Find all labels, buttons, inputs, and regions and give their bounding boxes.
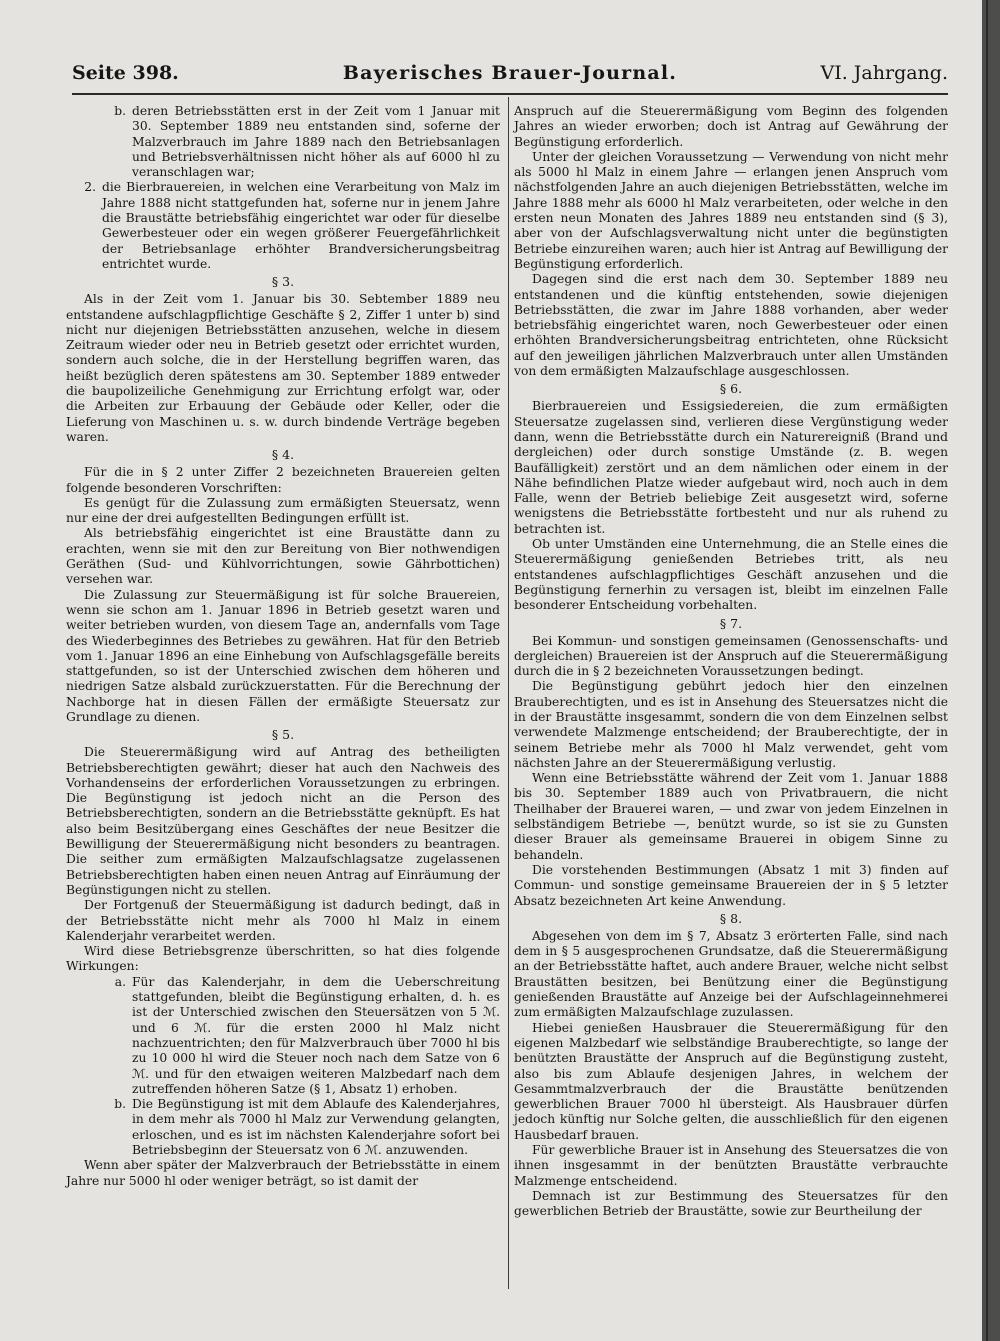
journal-title: Bayerisches Brauer-Journal. [342, 62, 678, 84]
paragraph: Für gewerbliche Brauer ist in Ansehung des Steuersatzes die von ihnen insgesammt in der benützten Braustätte verbrauchte Malzmenge entscheidend. [514, 1143, 948, 1188]
volume-year: VI. Jahrgang. [820, 62, 948, 84]
left-column [66, 104, 500, 1189]
paragraph: Die Begünstigung gebührt jedoch hier den einzelnen Brauberechtigten, und es ist in Ansehung des Steuersatzes nicht die in der Braustätte insgesammt, sondern die von dem Einzelnen selbst verwendete Malzmenge entscheidend; der Brauberechtigte, der in seinem Betriebe mehr als 7000 hl Malz verwendet, geht vom nächsten Jahre an der Steuerermäßigung verlustig. [514, 679, 948, 770]
scan-edge [982, 0, 1000, 1341]
paragraph: Demnach ist zur Bestimmung des Steuersatzes für den gewerblichen Betrieb der Braustätte, sowie zur Beurtheilung der [514, 1188, 948, 1219]
paragraph: Ob unter Umständen eine Unternehmung, die an Stelle eines die Steuerermäßigung genießenden Betriebes tritt, als neu entstandenes aufschlagpflichtiges Geschäft anzusehen und die Begünstigung fernerhin zu versagen ist, bleibt im einzelnen Falle besonderer Entscheidung vorbehalten. [514, 537, 948, 613]
list-item [100, 975, 500, 1097]
section-heading: § 3. [271, 274, 295, 290]
paragraph: Wird diese Betriebsgrenze überschritten, so hat dies folgende Wirkungen: [66, 944, 500, 974]
paragraph: Als betriebsfähig eingerichtet ist eine Braustätte dann zu erachten, wenn sie mit den zur Bereitung von Bier nothwendigen Geräthen (Sud- und Kühlvorrichtungen, sowie Gährbottichen) versehen war. [66, 526, 500, 587]
list-item-label: b. [114, 1097, 126, 1112]
paragraph: Bei Kommun- und sonstigen gemeinsamen (Genossenschafts- und dergleichen) Brauereien ist der Anspruch auf die Steuerermäßigung durch die in § 2 bezeichneten Voraussetzungen bedingt. [514, 633, 948, 679]
list-item-label: b. [114, 104, 126, 118]
paragraph: Es genügt für die Zulassung zum ermäßigten Steuersatz, wenn nur eine der drei aufgestellten Bedingungen erfüllt ist. [66, 495, 500, 526]
paragraph: Dagegen sind die erst nach dem 30. September 1889 neu entstandenen und die künftig entstehenden, sowie diejenigen Betriebsstätten, die zwar im Jahre 1888 vorhanden, aber weder betriebsfähig eingerichtet waren, noch Gewerbesteuer oder einen erhöhten Brandversicherungsbeitrag entrichteten, ohne Rücksicht auf den jeweiligen jährlichen Malzverbrauch unter allen Umständen von dem ermäßigten Malzaufschlage ausgeschlossen. [514, 272, 948, 379]
paragraph: Wenn eine Betriebsstätte während der Zeit vom 1. Januar 1888 bis 30. September 1889 auch von Privatbrauern, die nicht Theilhaber der Brauerei waren, — und zwar von jedem Einzelnen in selbständigem Betriebe —, benützt wurde, so ist sie zu Gunsten dieser Brauer als gemeinsame Brauerei in obigem Sinne zu behandeln. [514, 771, 948, 862]
paragraph: Für die in § 2 unter Ziffer 2 bezeichneten Brauereien gelten folgende besonderen Vorschriften: [66, 465, 500, 495]
paragraph: Die Steuerermäßigung wird auf Antrag des betheiligten Betriebsberechtigten gewährt; dieser hat auch den Nachweis des Vorhandenseins der erforderlichen Voraussetzungen zu erbringen. Die Begünstigung ist jedoch nicht an die Person des Betriebsberechtigten, sondern an die Betriebsstätte geknüpft. Es hat also beim Besitzübergang eines Geschäftes der neue Besitzer die Bewilligung der Steuerermäßigung nicht besonders zu beantragen. Die seither zum ermäßigten Malzaufschlagsatze zugelassenen Betriebsberechtigten haben einen neuen Antrag auf Einräumung der Begünstigungen nicht zu stellen. [66, 745, 500, 897]
paragraph: Der Fortgenuß der Steuermäßigung ist dadurch bedingt, daß in der Betriebsstätte nicht mehr als 7000 hl Malz in einem Kalenderjahr verarbeitet werden. [66, 898, 500, 943]
list-item-label: 2. [84, 180, 96, 195]
list-item [66, 180, 500, 272]
section-heading: § 6. [719, 381, 743, 397]
paragraph: Unter der gleichen Voraussetzung — Verwendung von nicht mehr als 5000 hl Malz in einem Jahre — erlangen jenen Anspruch vom nächstfolgenden Jahre an auch diejenigen Betriebsstätten, welche im Jahre 1888 mehr als 6000 hl Malz verarbeiteten, oder welche in den ersten neun Monaten des Jahres 1889 neu entstanden sind (§ 3), aber von der Aufschlagsverwaltung nicht unter die begünstigten Betriebe einzureihen waren; auch hier ist Antrag auf Bewilligung der Begünstigung erforderlich. [514, 149, 948, 271]
header-rule [72, 93, 948, 95]
list-item-text: deren Betriebsstätten erst in der Zeit vom 1 Januar mit 30. September 1889 neu entstanden sind, soferne der Malzverbrauch im Jahre 1889 nach den Betriebsanlagen und Betriebsverhältnissen nicht höher als auf 6000 hl zu veranschlagen war; [132, 104, 500, 180]
section-heading: § 8. [719, 910, 743, 926]
paragraph: Wenn aber später der Malzverbrauch der Betriebsstätte in einem Jahre nur 5000 hl oder weniger beträgt, so ist damit der [66, 1158, 500, 1188]
list-item-label: a. [114, 974, 126, 989]
paragraph: Die vorstehenden Bestimmungen (Absatz 1 mit 3) finden auf Commun- und sonstige gemeinsame Brauereien der in § 5 letzter Absatz bezeichneten Art keine Anwendung. [514, 862, 948, 908]
paragraph: Die Zulassung zur Steuermäßigung ist für solche Brauereien, wenn sie schon am 1. Januar 1896 in Betrieb gesetzt waren und weiter betrieben wurden, von diesem Tage an, andernfalls vom Tage des Wiederbeginnes des Betriebes zu gewähren. Hat für den Betrieb vom 1. Januar 1896 an eine Einhebung von Aufschlagsgefälle bereits stattgefunden, so ist der Unterschied zwischen dem höheren und niedrigen Satze alsbald zurückzuerstatten. Für die Berechnung der Nachborge hat in diesen Fällen der ermäßigte Steuersatz zur Grundlage zu dienen. [66, 587, 500, 724]
section-heading: § 5. [271, 727, 295, 743]
paragraph: Als in der Zeit vom 1. Januar bis 30. Sebtember 1889 neu entstandene aufschlagpflichtige Geschäfte § 2, Ziffer 1 unter b) sind nicht nur diejenigen Betriebsstätten anzusehen, welche in diesem Zeitraum wieder oder neu in Betrieb gesetzt oder errichtet wurden, sondern auch solche, die in der Herstellung begriffen waren, das heißt bezüglich deren spätestens am 30. September 1889 entweder die baupolizeiliche Genehmigung zur Errichtung erfolgt war, oder die Arbeiten zur Erbauung der Gebäude oder Keller, oder die Lieferung von Maschinen u. s. w. durch bindende Verträge begeben waren. [66, 292, 500, 444]
section-heading: § 7. [719, 615, 743, 631]
list-item-text: Für das Kalenderjahr, in dem die Ueberschreitung stattgefunden, bleibt die Begünstigung erhalten, d. h. es ist der Unterschied zwischen den Steuersätzen von 5 ℳ. und 6 ℳ. für die ersten 2000 hl Malz nicht nachzuentrichten; den für Malzverbrauch über 7000 hl bis zu 10 000 hl wird die Steuer noch nach dem Satze von 6 ℳ. und für den etwaigen weiteren Malzbedarf nach dem zutreffenden höheren Satze (§ 1, Absatz 1) erhoben. [132, 974, 500, 1096]
list-item-text: Die Begünstigung ist mit dem Ablaufe des Kalenderjahres, in dem mehr als 7000 hl Malz zur Verwendung gelangten, erloschen, und es ist im nächsten Kalenderjahre sofort bei Betriebsbeginn der Steuersatz von 6 ℳ. anzuwenden. [132, 1097, 500, 1157]
paragraph: Hiebei genießen Hausbrauer die Steuerermäßigung für den eigenen Malzbedarf wie selbständige Brauberechtigte, so lange der benützten Braustätte der Anspruch auf die Begünstigung zusteht, also bis zum Ablaufe desjenigen Jahres, in welchem der Gesammtmalzverbrauch der die Braustätte benützenden gewerblichen Brauer 7000 hl übersteigt. Als Hausbrauer dürfen jedoch künftig nur Solche gelten, die ausschließlich für den eigenen Hausbedarf brauen. [514, 1020, 948, 1142]
paragraph: Abgesehen von dem im § 7, Absatz 3 erörterten Falle, sind nach dem in § 5 ausgesprochenen Grundsatze, daß die Steuerermäßigung an der Betriebsstätte haftet, auch andere Brauer, welche nicht selbst Braustätten besitzen, bei Benützung einer die Begünstigung genießenden Braustätte auf Anzeige bei der Aufschlageinnehmerei zum ermäßigten Malzaufschlage zuzulassen. [514, 928, 948, 1020]
list-item [100, 104, 500, 180]
list-item-text: die Bierbrauereien, in welchen eine Verarbeitung von Malz im Jahre 1888 nicht stattgefunden hat, soferne nur in jenem Jahre die Braustätte betriebsfähig eingerichtet war oder für dieselbe Gewerbesteuer oder ein wegen größerer Feuergefährlichkeit der Betriebsanlage erhöhter Brandversicherungsbeitrag entrichtet wurde. [102, 180, 500, 271]
paragraph: Bierbrauereien und Essigsiedereien, die zum ermäßigten Steuersatze zugelassen sind, verlieren diese Vergünstigung weder dann, wenn die Betriebsstätte durch ein Naturereigniß (Brand und dergleichen) oder durch sonstige Umstände (z. B. wegen Baufälligkeit) zerstört und an dem nämlichen oder einem in der Nähe befindlichen Platze wieder aufgebaut wird, noch auch in dem Falle, wenn der Betrieb beliebige Zeit ausgesetzt wird, soferne wenigstens die Betriebsstätte fortbesteht und nur als ruhend zu betrachten ist. [514, 399, 948, 536]
section-heading: § 4. [271, 447, 295, 463]
page-header [72, 60, 948, 90]
paragraph: Anspruch auf die Steuerermäßigung vom Beginn des folgenden Jahres an wieder erworben; doch ist Antrag auf Gewährung der Begünstigung erforderlich. [514, 104, 948, 149]
list-item [100, 1097, 500, 1158]
right-column [514, 104, 948, 1219]
page-number: Seite 398. [72, 62, 179, 84]
column-divider [508, 97, 509, 1289]
